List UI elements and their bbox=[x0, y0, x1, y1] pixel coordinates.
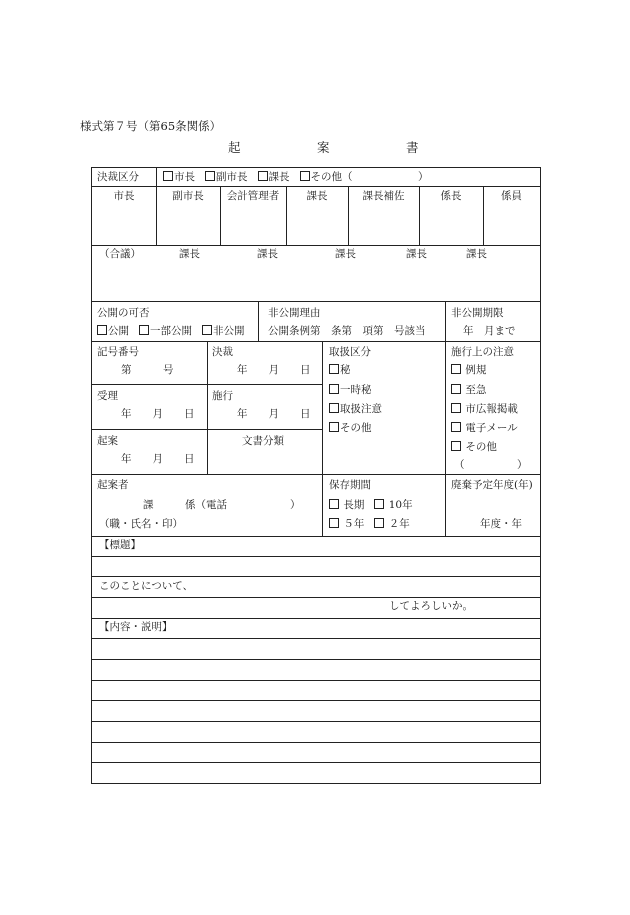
rule bbox=[92, 245, 540, 246]
decision-option-other[interactable]: その他（ bbox=[300, 171, 353, 183]
rule bbox=[92, 618, 540, 619]
nondisclosure-deadline-label: 非公開期限 bbox=[451, 307, 504, 319]
checkbox-icon bbox=[329, 499, 339, 509]
notes-option-email[interactable]: 電子メール bbox=[451, 422, 518, 435]
decision-option-section-chief[interactable]: 課長 bbox=[258, 171, 290, 183]
rule bbox=[92, 576, 540, 577]
checkbox-icon bbox=[451, 364, 461, 374]
drafter-dept: 課 係（電話 ） bbox=[143, 499, 301, 511]
retention-label: 保存期間 bbox=[329, 479, 371, 491]
disclosure-options bbox=[97, 325, 245, 338]
handling-option-caution[interactable]: 取扱注意 bbox=[329, 403, 382, 416]
consultation-section-3: 課長 bbox=[335, 248, 356, 260]
rule bbox=[92, 301, 540, 302]
checkbox-icon bbox=[202, 325, 212, 335]
content-label: 【内容・説明】 bbox=[99, 621, 173, 633]
retention-option-10y[interactable]: 10年 bbox=[374, 499, 412, 511]
checkbox-icon bbox=[97, 325, 107, 335]
received-label: 受理 bbox=[97, 390, 118, 402]
consultation-section-5: 課長 bbox=[466, 248, 487, 260]
drafter-label: 起案者 bbox=[97, 479, 129, 491]
consultation-section-1: 課長 bbox=[179, 248, 200, 260]
checkbox-icon bbox=[451, 441, 461, 451]
checkbox-icon bbox=[329, 384, 339, 394]
subject-label: 【標題】 bbox=[99, 539, 141, 551]
rule bbox=[445, 341, 446, 536]
record-number-label: 記号番号 bbox=[97, 346, 139, 358]
checkbox-icon bbox=[139, 325, 149, 335]
retention-options-row-1 bbox=[329, 499, 413, 512]
disclosure-option-public[interactable]: 公開 bbox=[97, 325, 129, 337]
handling-option-secret[interactable]: 秘 bbox=[329, 364, 351, 377]
rule bbox=[92, 341, 540, 342]
checkbox-icon bbox=[374, 499, 384, 509]
checkbox-icon bbox=[451, 384, 461, 394]
decision-date-label: 決裁 bbox=[212, 346, 233, 358]
nondisclosure-deadline-text: 年 月まで bbox=[463, 325, 516, 337]
handling-option-other[interactable]: その他 bbox=[329, 422, 372, 435]
approver-mayor: 市長 bbox=[113, 190, 135, 202]
rule bbox=[156, 168, 157, 186]
consultation-label: （合議） bbox=[99, 248, 141, 260]
rule bbox=[92, 762, 540, 763]
rule bbox=[207, 341, 208, 474]
notes-option-other[interactable]: その他 bbox=[451, 441, 497, 454]
subject-closing: してよろしいか。 bbox=[389, 600, 473, 612]
rule bbox=[92, 680, 540, 681]
checkbox-icon bbox=[258, 171, 268, 181]
checkbox-icon bbox=[451, 403, 461, 413]
rule bbox=[92, 742, 540, 743]
notes-label: 施行上の注意 bbox=[451, 346, 514, 358]
title-char-1: 起 bbox=[228, 140, 241, 155]
disposal-value: 年度・年 bbox=[480, 518, 522, 530]
checkbox-icon bbox=[163, 171, 173, 181]
retention-option-long[interactable]: 長期 bbox=[329, 499, 364, 511]
title-char-3: 書 bbox=[405, 140, 419, 155]
rule bbox=[92, 597, 540, 598]
retention-option-2y[interactable]: ２年 bbox=[374, 518, 409, 530]
rule bbox=[92, 556, 540, 557]
decision-close-paren: ） bbox=[418, 171, 429, 183]
consultation-section-4: 課長 bbox=[406, 248, 427, 260]
disclosure-label: 公開の可否 bbox=[97, 307, 150, 319]
rule bbox=[92, 186, 540, 187]
title-char-2: 案 bbox=[316, 140, 330, 155]
drafter-name: （職・氏名・印） bbox=[99, 518, 183, 530]
approver-vice-mayor: 副市長 bbox=[172, 190, 204, 202]
disposal-label: 廃棄予定年度(年) bbox=[451, 479, 533, 491]
decision-options bbox=[163, 171, 353, 184]
checkbox-icon bbox=[329, 518, 339, 528]
checkbox-icon bbox=[329, 403, 339, 413]
nondisclosure-reason-text: 公開条例第 条第 項第 号該当 bbox=[268, 325, 426, 337]
rule bbox=[92, 659, 540, 660]
rule bbox=[92, 700, 540, 701]
disclosure-option-partial[interactable]: 一部公開 bbox=[139, 325, 192, 337]
notes-option-regulation[interactable]: 例規 bbox=[451, 364, 486, 377]
rule bbox=[445, 301, 446, 341]
approver-section-chief: 課長 bbox=[306, 190, 328, 202]
subject-lead: このことについて、 bbox=[99, 580, 194, 592]
decision-option-vice-mayor[interactable]: 副市長 bbox=[205, 171, 248, 183]
checkbox-icon bbox=[329, 364, 339, 374]
draft-date: 年 月 日 bbox=[121, 453, 195, 465]
disclosure-option-private[interactable]: 非公開 bbox=[202, 325, 245, 337]
handling-label: 取扱区分 bbox=[329, 346, 371, 358]
handling-option-temp-secret[interactable]: 一時秘 bbox=[329, 384, 372, 397]
notes-option-urgent[interactable]: 至急 bbox=[451, 384, 486, 397]
received-date: 年 月 日 bbox=[121, 408, 195, 420]
nondisclosure-reason-label: 非公開理由 bbox=[268, 307, 321, 319]
approver-accounting-manager: 会計管理者 bbox=[226, 190, 280, 202]
enforcement-date: 年 月 日 bbox=[237, 408, 311, 420]
decision-date: 年 月 日 bbox=[237, 364, 311, 376]
page-title bbox=[228, 138, 491, 156]
checkbox-icon bbox=[374, 518, 384, 528]
draft-label: 起案 bbox=[97, 435, 118, 447]
approval-form bbox=[91, 167, 541, 784]
rule bbox=[322, 341, 323, 536]
approver-assistant-chief: 課長補佐 bbox=[362, 190, 405, 202]
retention-option-5y[interactable]: ５年 bbox=[329, 518, 364, 530]
notes-option-bulletin[interactable]: 市広報掲載 bbox=[451, 403, 518, 416]
approver-staff: 係員 bbox=[501, 190, 522, 202]
doc-class-label: 文書分類 bbox=[242, 435, 284, 447]
enforcement-label: 施行 bbox=[212, 390, 233, 402]
approver-subsection-chief: 係長 bbox=[440, 190, 462, 202]
record-number-text: 第 号 bbox=[121, 364, 174, 376]
rule bbox=[92, 536, 540, 537]
rule bbox=[92, 474, 540, 475]
consultation-section-2: 課長 bbox=[257, 248, 278, 260]
decision-option-mayor[interactable]: 市長 bbox=[163, 171, 195, 183]
checkbox-icon bbox=[329, 422, 339, 432]
checkbox-icon bbox=[451, 422, 461, 432]
rule bbox=[258, 301, 259, 341]
checkbox-icon bbox=[205, 171, 215, 181]
decision-label: 決裁区分 bbox=[97, 171, 139, 183]
retention-options-row-2 bbox=[329, 518, 410, 531]
form-number: 様式第７号（第65条関係） bbox=[80, 119, 222, 133]
checkbox-icon bbox=[300, 171, 310, 181]
rule bbox=[92, 721, 540, 722]
rule bbox=[92, 638, 540, 639]
notes-other-paren: （ ） bbox=[454, 459, 528, 471]
